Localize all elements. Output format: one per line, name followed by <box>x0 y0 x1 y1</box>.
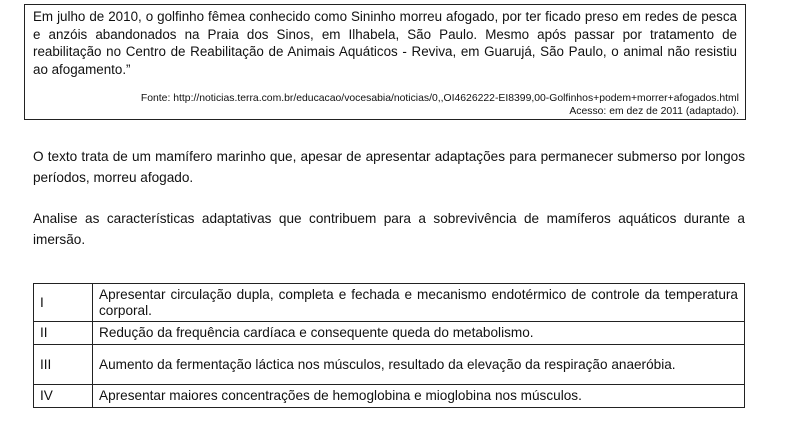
table-row <box>34 385 745 408</box>
table-row <box>34 345 745 385</box>
quote-text: Em julho de 2010, o golfinho fêmea conhecido como Sininho morreu afogado, por ter ficado preso em redes de pesca e anzóis abandonados na Praia dos Sinos, em Ilhabela, São Paulo. Mesmo após passar por tratamento de reabilitação no Centro de Reabilitação de Animais Aquáticos - Reviva, em Guarujá, São Paulo, o animal não resistiu ao afogamento.” <box>33 9 737 77</box>
table-row <box>34 284 745 322</box>
item-text: Aumento da fermentação láctica nos músculos, resultado da elevação da respiração anaeróbia. <box>93 345 745 385</box>
item-number: IV <box>34 385 93 408</box>
source-url: Fonte: http://noticias.terra.com.br/educacao/vocesabia/noticias/0,,OI4626222-EI8399,00-Golfinhos+podem+morrer+afogados.html <box>140 93 739 104</box>
items-table <box>33 283 745 408</box>
access-date: Acesso: em dez de 2011 (adaptado). <box>569 105 739 117</box>
item-text: Apresentar maiores concentrações de hemoglobina e mioglobina nos músculos. <box>93 385 745 408</box>
paragraph-instruction: Analise as características adaptativas que contribuem para a sobrevivência de mamíferos aquáticos durante a imersão. <box>33 211 745 247</box>
item-number: II <box>34 322 93 345</box>
item-number: III <box>34 345 93 385</box>
item-text: Apresentar circulação dupla, completa e fechada e mecanismo endotérmico de controle da temperatura corporal. <box>93 284 745 322</box>
source-citation <box>141 93 739 118</box>
table-row <box>34 322 745 345</box>
item-number: I <box>34 284 93 322</box>
quote-box <box>24 4 746 120</box>
item-text: Redução da frequência cardíaca e consequente queda do metabolismo. <box>93 322 745 345</box>
paragraph-context: O texto trata de um mamífero marinho que, apesar de apresentar adaptações para permanecer submerso por longos períodos, morreu afogado. <box>33 149 745 185</box>
